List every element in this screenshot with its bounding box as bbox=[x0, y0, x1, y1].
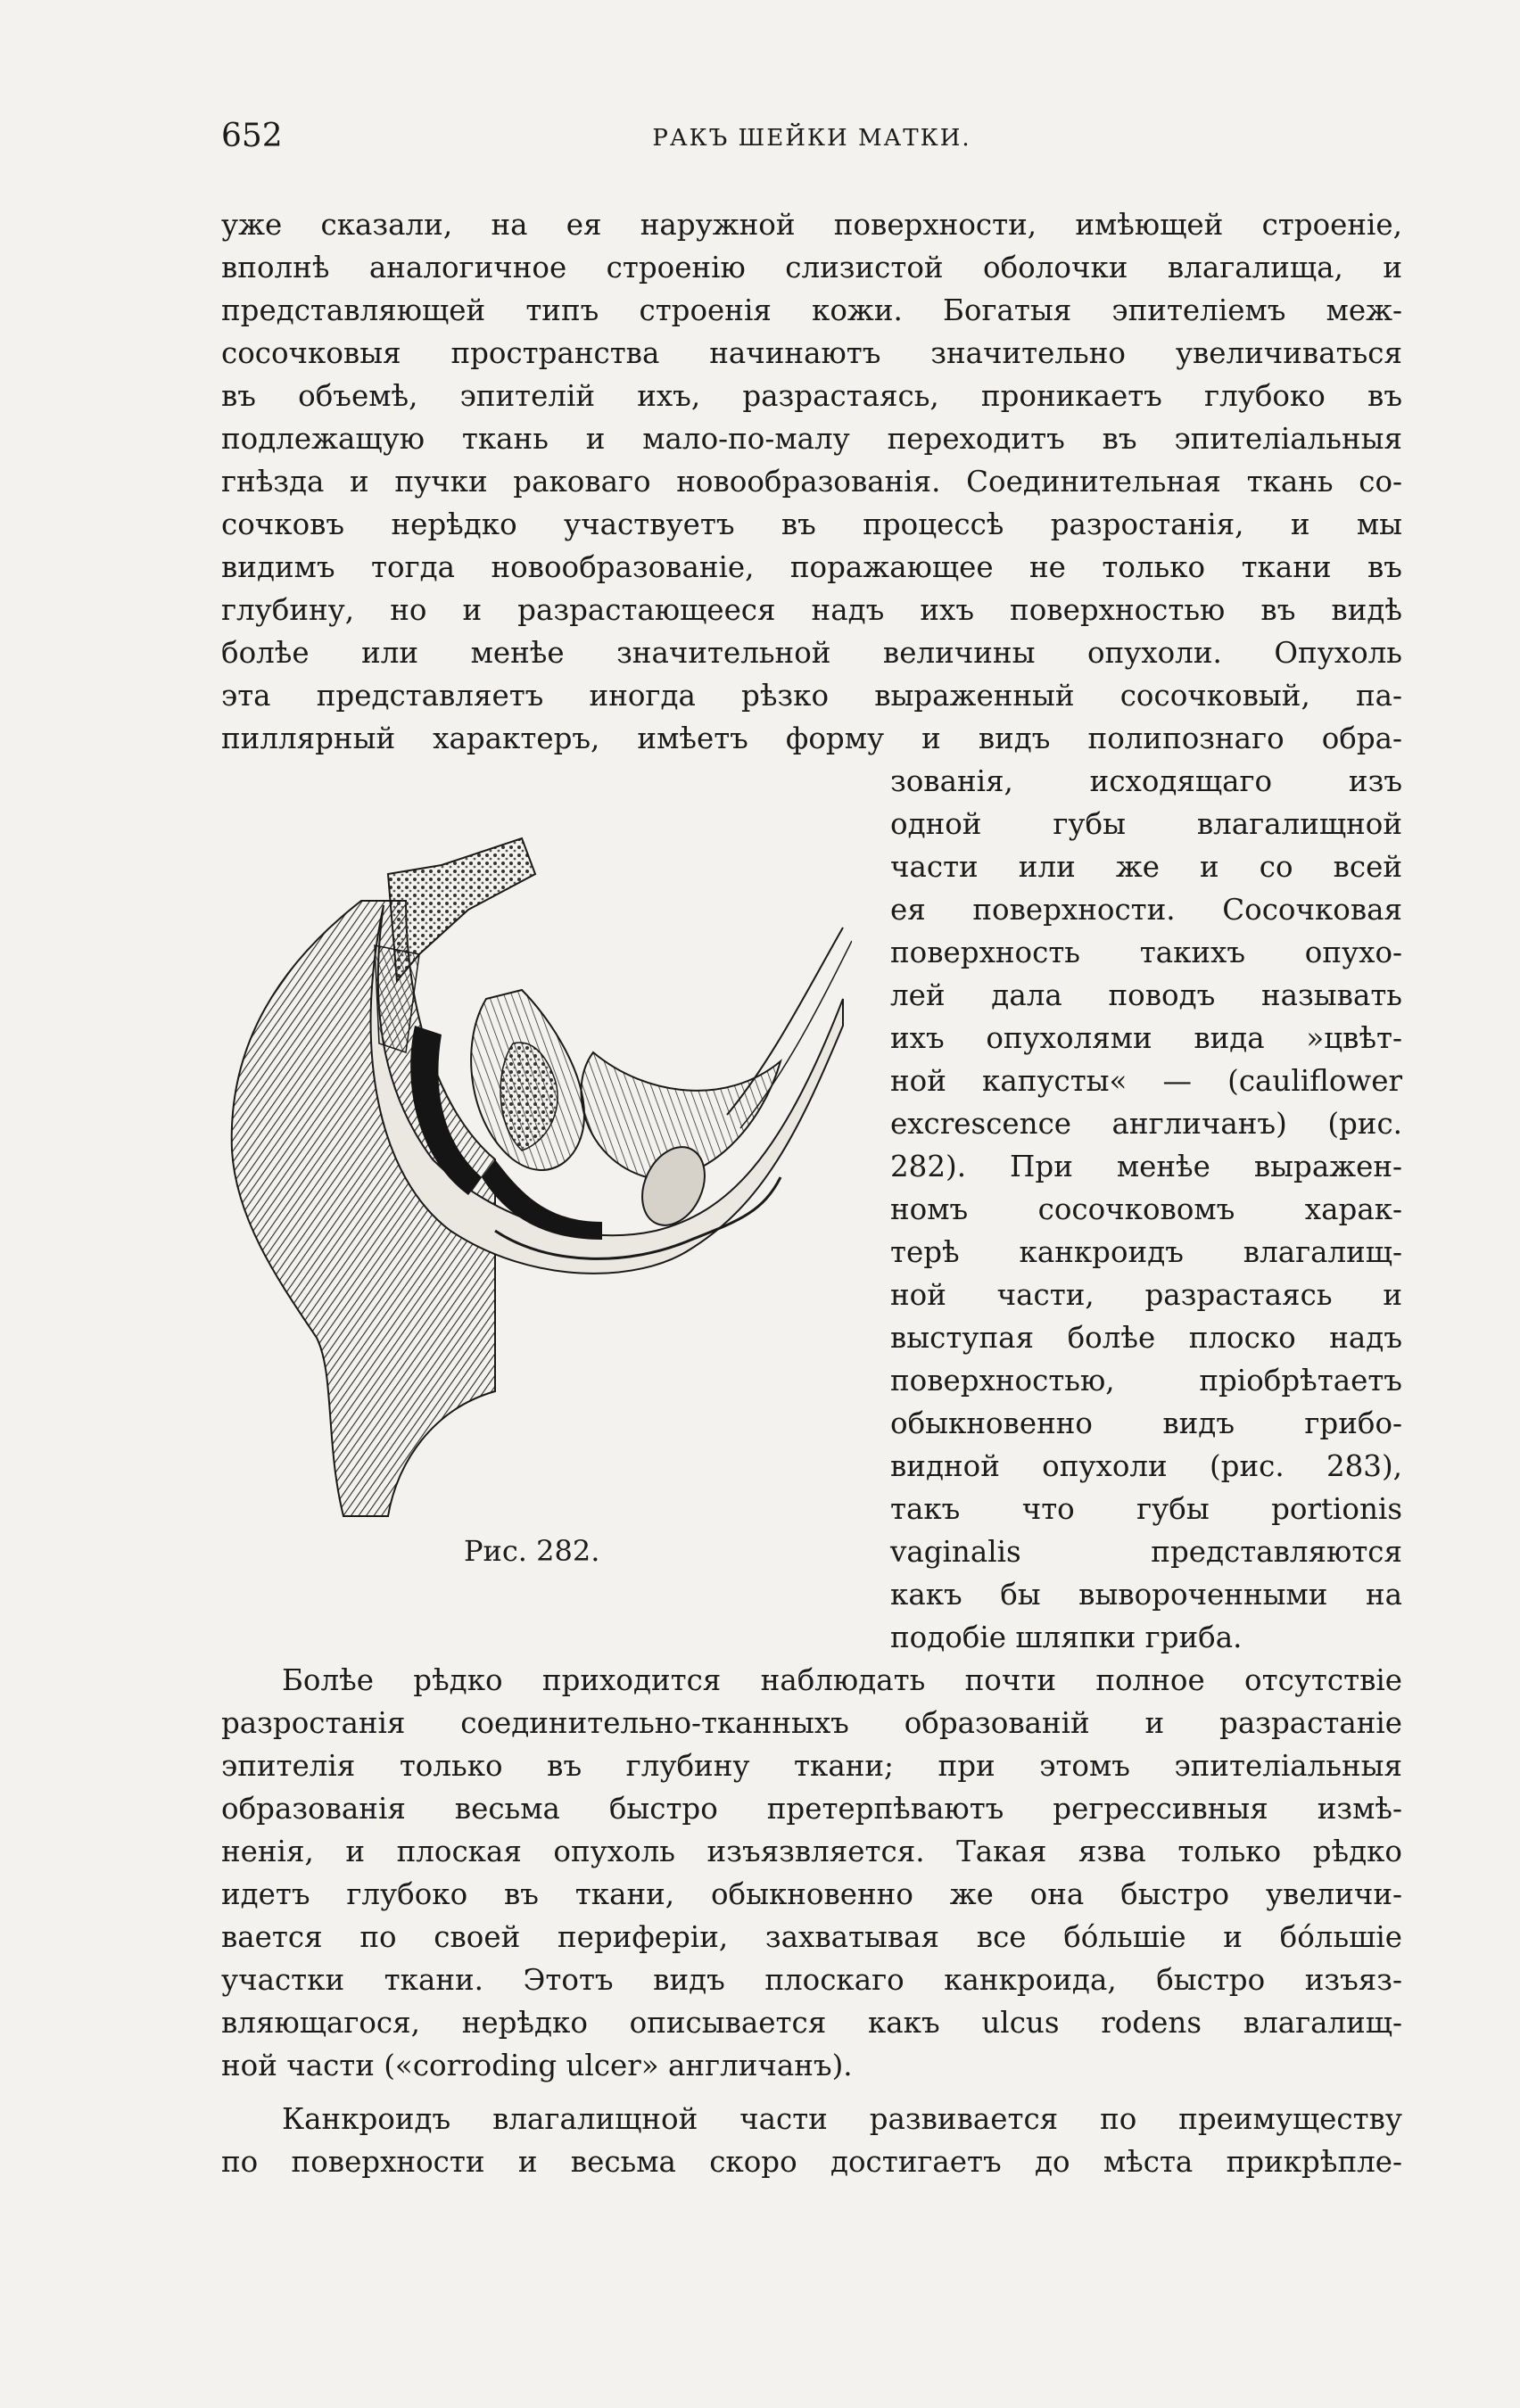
text-line: лей дала поводъ называть bbox=[890, 978, 1402, 1012]
page-number: 652 bbox=[221, 118, 283, 154]
text-line: въ объемѣ, эпителій ихъ, разрастаясь, проникаетъ глубоко въ bbox=[221, 379, 1402, 413]
text-line: разростанія соединительно-тканныхъ образованій и разрастаніе bbox=[221, 1706, 1402, 1740]
text-line: гнѣзда и пучки раковаго новообразованія. Соединительная ткань со- bbox=[221, 465, 1402, 499]
text-line: обыкновенно видъ грибо- bbox=[890, 1406, 1402, 1440]
text-line: видимъ тогда новообразованіе, поражающее не только ткани въ bbox=[221, 550, 1402, 584]
text-line: части или же и со всей bbox=[890, 850, 1402, 884]
text-line: сосочковыя пространства начинаютъ значительно увеличиваться bbox=[221, 336, 1402, 370]
text-line: образованія весьма быстро претерпѣваютъ регрессивныя измѣ- bbox=[221, 1792, 1402, 1826]
text-line: представляющей типъ строенія кожи. Богатыя эпителіемъ меж- bbox=[221, 293, 1402, 327]
text-line: такъ что губы portionis bbox=[890, 1492, 1402, 1526]
text-line: видной опухоли (рис. 283), bbox=[890, 1449, 1402, 1483]
text-line: выступая болѣе плоско надъ bbox=[890, 1321, 1402, 1355]
text-line: ной части, разрастаясь и bbox=[890, 1278, 1402, 1312]
page-header bbox=[221, 118, 1402, 162]
text-line: ной капусты« — (cauliflower bbox=[890, 1064, 1402, 1098]
text-line: ной части («corroding ulcer» англичанъ). bbox=[221, 2049, 853, 2082]
text-line: по поверхности и весьма скоро достигаетъ до мѣста прикрѣпле- bbox=[221, 2145, 1402, 2179]
text-line: вполнѣ аналогичное строенію слизистой оболочки влагалища, и bbox=[221, 251, 1402, 285]
text-line: пиллярный характеръ, имѣетъ форму и видъ полипознаго обра- bbox=[221, 722, 1402, 755]
text-line: поверхностью, пріобрѣтаетъ bbox=[890, 1364, 1402, 1398]
text-line: уже сказали, на ея наружной поверхности, имѣющей строеніе, bbox=[221, 208, 1402, 242]
running-title: РАКЪ ШЕЙКИ МАТКИ. bbox=[652, 125, 971, 152]
text-line: ихъ опухолями вида »цвѣт- bbox=[890, 1021, 1402, 1055]
text-line: Болѣе рѣдко приходится наблюдать почти полное отсутствіе bbox=[282, 1663, 1402, 1697]
text-line: подобіе шляпки гриба. bbox=[890, 1620, 1243, 1654]
text-line: номъ сосочковомъ харак- bbox=[890, 1192, 1402, 1226]
text-line: терѣ канкроидъ влагалищ- bbox=[890, 1235, 1402, 1269]
text-line: поверхность такихъ опухо- bbox=[890, 936, 1402, 969]
text-line: Канкроидъ влагалищной части развивается по преимуществу bbox=[282, 2102, 1402, 2136]
text-line: подлежащую ткань и мало-по-малу переходитъ въ эпителіальныя bbox=[221, 422, 1402, 456]
text-line: зованія, исходящаго изъ bbox=[890, 764, 1402, 798]
text-line: глубину, но и разрастающееся надъ ихъ поверхностью въ видѣ bbox=[221, 593, 1402, 627]
text-line: вляющагося, нерѣдко описывается какъ ulcus rodens влагалищ- bbox=[221, 2006, 1402, 2040]
text-line: 282). При менѣе выражен- bbox=[890, 1150, 1402, 1183]
text-line: какъ бы вывороченными на bbox=[890, 1578, 1402, 1612]
text-line: эта представляетъ иногда рѣзко выраженный сосочковый, па- bbox=[221, 679, 1402, 713]
text-line: vaginalis представляются bbox=[890, 1535, 1402, 1569]
text-line: вается по своей периферіи, захватывая все бóльшіе и бóльшіе bbox=[221, 1920, 1402, 1954]
text-line: сочковъ нерѣдко участвуетъ въ процессѣ разростанія, и мы bbox=[221, 507, 1402, 541]
figure-caption: Рис. 282. bbox=[464, 1534, 600, 1568]
text-line: идетъ глубоко въ ткани, обыкновенно же она быстро увеличи- bbox=[221, 1877, 1402, 1911]
text-line: участки ткани. Этотъ видъ плоскаго канкроида, быстро изъяз- bbox=[221, 1963, 1402, 1997]
text-line: excrescence англичанъ) (рис. bbox=[890, 1107, 1402, 1141]
anatomical-figure bbox=[227, 821, 852, 1525]
text-line: эпителія только въ глубину ткани; при этомъ эпителіальныя bbox=[221, 1749, 1402, 1783]
text-line: одной губы влагалищной bbox=[890, 807, 1402, 841]
text-line: ненія, и плоская опухоль изъязвляется. Такая язва только рѣдко bbox=[221, 1835, 1402, 1868]
text-line: болѣе или менѣе значительной величины опухоли. Опухоль bbox=[221, 636, 1402, 670]
text-line: ея поверхности. Сосочковая bbox=[890, 893, 1402, 927]
